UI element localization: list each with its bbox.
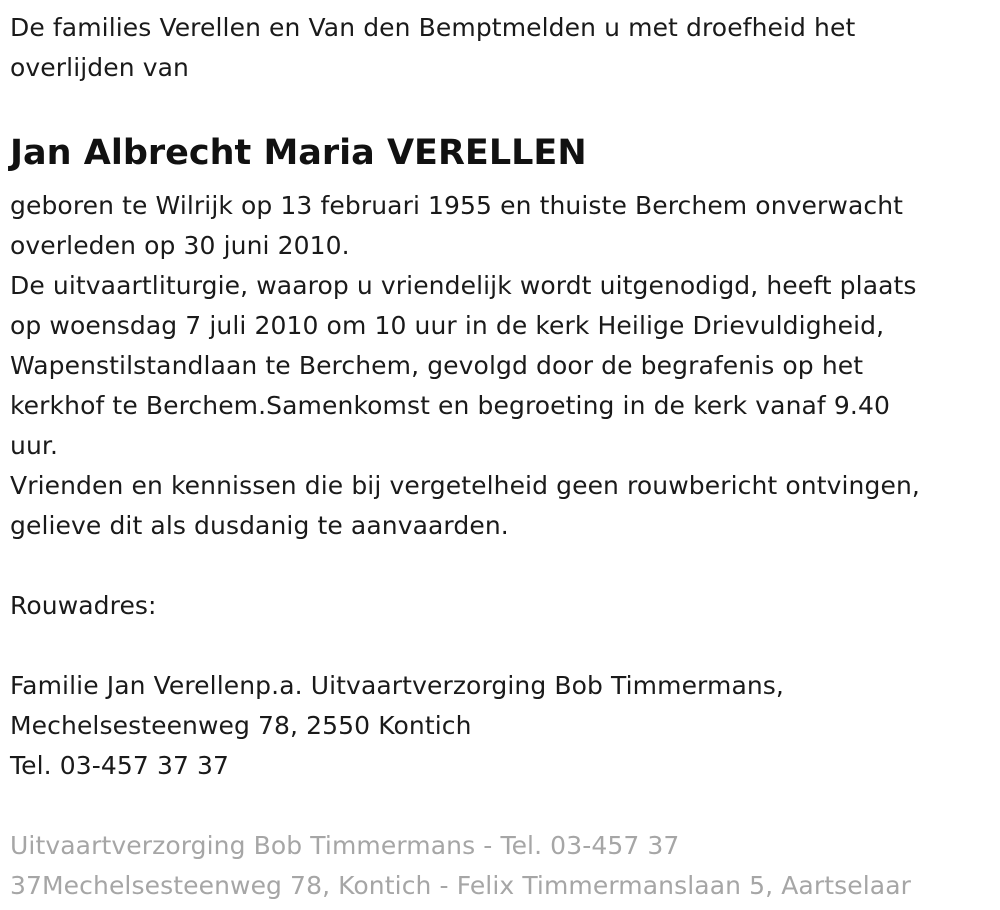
footer-line-2: 37Mechelsesteenweg 78, Kontich - Felix Timmermanslaan 5, Aartselaar	[10, 871, 911, 900]
details-line: kerkhof te Berchem.Samenkomst en begroeting in de kerk vanaf 9.40	[10, 391, 890, 420]
mourning-address-line-1: Familie Jan Verellenp.a. Uitvaartverzorging Bob Timmermans,	[10, 671, 784, 700]
details-line: Vrienden en kennissen die bij vergetelheid geen rouwbericht ontvingen,	[10, 471, 920, 500]
spacer	[10, 786, 990, 826]
details-line: overleden op 30 juni 2010.	[10, 231, 350, 260]
intro-section	[10, 8, 990, 88]
details-line: De uitvaartliturgie, waarop u vriendelijk wordt uitgenodigd, heeft plaats	[10, 271, 917, 300]
details-line: Wapenstilstandlaan te Berchem, gevolgd door de begrafenis op het	[10, 351, 864, 380]
intro-line-1: De families Verellen en Van den Bemptmelden u met droefheid het	[10, 13, 856, 42]
spacer	[10, 626, 990, 666]
mourning-address-section	[10, 586, 990, 786]
spacer	[10, 546, 990, 586]
mourning-address-line-2: Mechelsesteenweg 78, 2550 Kontich	[10, 711, 472, 740]
deceased-name: Jan Albrecht Maria VERELLEN	[10, 133, 587, 173]
details-section	[10, 186, 990, 546]
intro-line-2: overlijden van	[10, 53, 189, 82]
details-line: op woensdag 7 juli 2010 om 10 uur in de kerk Heilige Drievuldigheid,	[10, 311, 885, 340]
details-line: uur.	[10, 431, 59, 460]
details-line: gelieve dit als dusdanig te aanvaarden.	[10, 511, 509, 540]
details-line: geboren te Wilrijk op 13 februari 1955 en thuiste Berchem onverwacht	[10, 191, 904, 220]
footer-line-1: Uitvaartverzorging Bob Timmermans - Tel. 03-457 37	[10, 831, 680, 860]
funeral-home-footer	[10, 826, 990, 906]
mourning-address-heading: Rouwadres:	[10, 591, 157, 620]
mourning-address-phone: Tel. 03-457 37 37	[10, 751, 230, 780]
